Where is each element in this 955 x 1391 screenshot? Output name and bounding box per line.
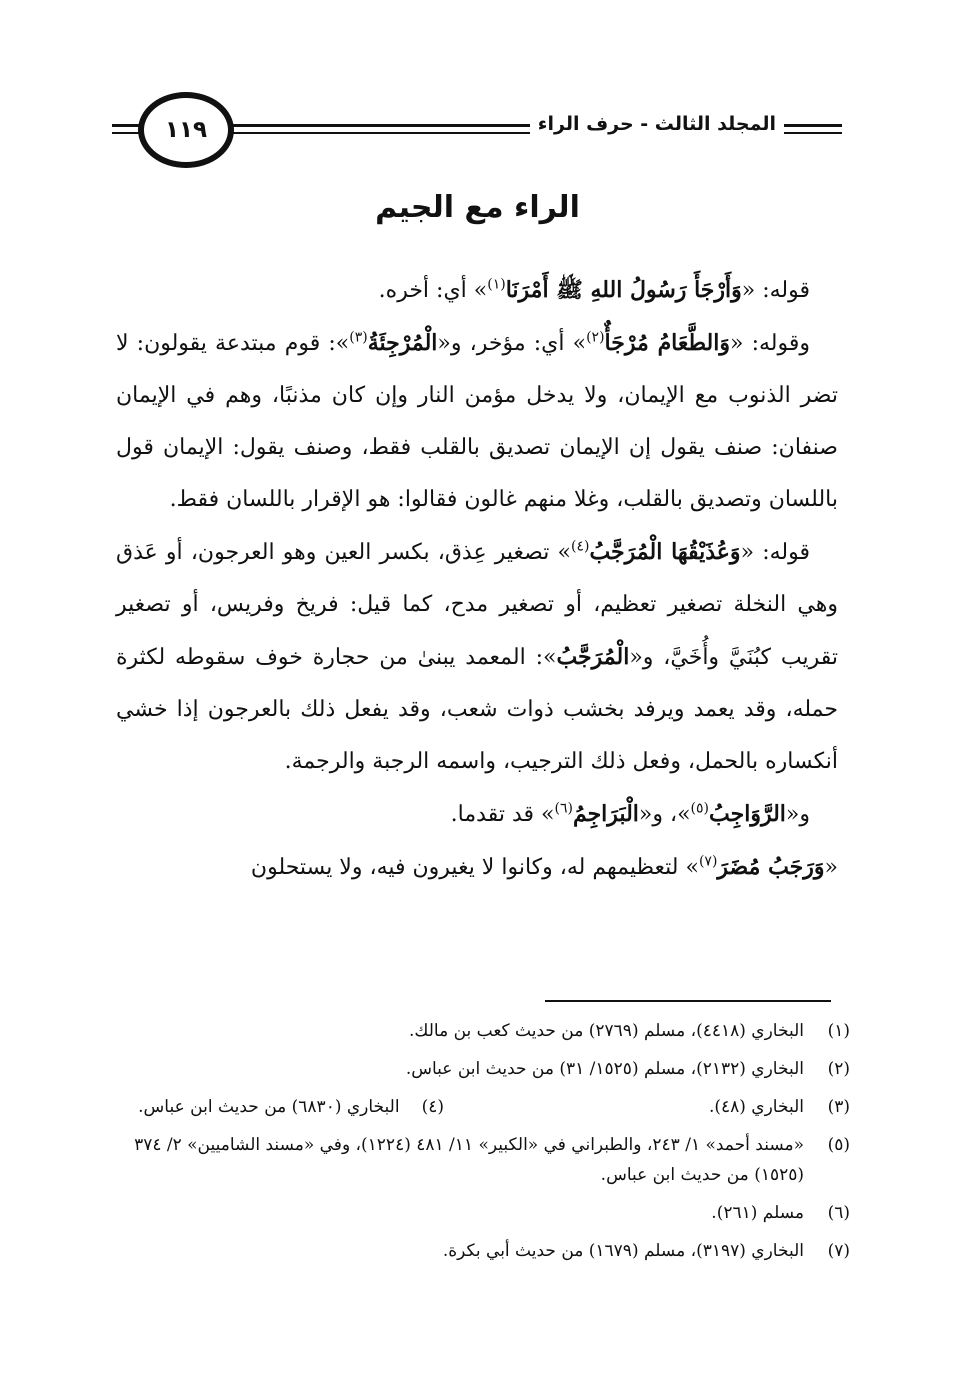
footnote-ref: (٢) xyxy=(586,329,605,346)
text: و« xyxy=(785,802,810,827)
footnote-number: (٥) xyxy=(827,1135,850,1155)
footnote-ref: (٥) xyxy=(690,800,709,817)
section-title: الراء مع الجيم xyxy=(375,190,580,225)
footnote-5 xyxy=(110,1130,850,1190)
hadith-quote: الرَّوَاجِبُ xyxy=(709,801,786,827)
text: »: المعمد يبنىٰ من حجارة خوف سقوطه لكثرة حمله، وقد يعمد ويرفد بخشب ذوات شعب، وقد يفعل ذلك بالعرجون إذا خشي أنكساره بالحمل، وفعل ذلك الترجيب، واسمه الرجبة والرجمة. xyxy=(116,645,838,774)
footnote-ref: (٤) xyxy=(570,538,590,555)
footnote-3-4 xyxy=(110,1092,850,1122)
hadith-quote: وَعُذَيْقُهَا الْمُرَجَّبُ xyxy=(589,539,741,565)
hadith-quote: الْبَرَاجِمُ xyxy=(572,801,639,827)
paragraph-3 xyxy=(116,526,838,788)
footnote-text: البخاري (٢١٣٢)، مسلم (١٥٢٥/ ٣١) من حديث ابن عباس. xyxy=(405,1059,804,1079)
footnote-7 xyxy=(110,1236,850,1266)
footnote-text: البخاري (٤٤١٨)، مسلم (٢٧٦٩) من حديث كعب بن مالك. xyxy=(408,1021,804,1041)
footnote-number: (٤) xyxy=(421,1097,444,1117)
footnote-number: (٣) xyxy=(827,1097,850,1117)
text: » أي: أخره. xyxy=(378,278,488,303)
hadith-quote: وَرَجَبُ مُضَرَ xyxy=(717,854,825,880)
text: قوله: « xyxy=(740,540,810,565)
page-header xyxy=(112,92,842,172)
footnote-number: (٧) xyxy=(827,1241,850,1261)
footnote-ref: (٣) xyxy=(349,329,368,346)
footnote-separator xyxy=(545,1000,831,1002)
paragraph-2 xyxy=(116,317,838,526)
footnote-text: البخاري (٣١٩٧)، مسلم (١٦٧٩) من حديث أبي بكرة. xyxy=(442,1241,804,1261)
paragraph-1 xyxy=(116,264,838,317)
footnote-ref: (١) xyxy=(487,276,506,293)
footnote-number: (١) xyxy=(827,1021,850,1041)
text: وقوله: « xyxy=(730,331,811,356)
paragraph-4 xyxy=(116,788,838,841)
footnote-number: (٦) xyxy=(827,1203,850,1223)
running-title: المجلد الثالث - حرف الراء xyxy=(530,113,784,135)
footnote-text: البخاري (٦٨٣٠) من حديث ابن عباس. xyxy=(138,1097,400,1117)
hadith-quote: الْمُرْجِئَةُ xyxy=(367,330,438,356)
text: » لتعظيمهم له، وكانوا لا يغيرون فيه، ولا يستحلون xyxy=(250,855,699,880)
footnote-2 xyxy=(110,1054,850,1084)
footnote-text: مسلم (٢٦١). xyxy=(711,1203,804,1223)
main-text xyxy=(116,264,838,894)
footnote-ref: (٦) xyxy=(554,800,573,817)
paragraph-5 xyxy=(116,841,838,894)
text: » تصغير عِذق، بكسر العين وهو العرجون، أو عَذق وهي النخلة تصغير تعظيم، أو تصغير مدح، كما قيل: فريخ وفريس، أو تصغير تقريب كبُنَيَّ وأُخَيَّ، و« xyxy=(116,540,838,670)
text: » أي: مؤخر، و« xyxy=(437,331,587,356)
hadith-quote: وَأَرْجَأَ رَسُولُ اللهِ ﷺ أَمْرَنَا xyxy=(505,277,742,303)
hadith-quote: وَالطَّعَامُ مُرْجَأٌ xyxy=(604,330,730,356)
text: »، و« xyxy=(638,802,691,827)
footnote-text: البخاري (٤٨). xyxy=(708,1097,804,1117)
text: قوله: « xyxy=(741,278,810,303)
page-number: ١١٩ xyxy=(138,92,234,168)
hadith-quote: الْمُرَجَّبُ xyxy=(556,644,630,670)
footnotes xyxy=(110,1016,850,1274)
footnote-ref: (٧) xyxy=(698,853,718,870)
footnote-text: «مسند أحمد» ١/ ٢٤٣، والطبراني في «الكبير» ١١/ ٤٨١ (١٢٢٤)، وفي «مسند الشاميين» ٢/ ٣٧٤ (١٥٢٥) من حديث ابن عباس. xyxy=(134,1135,804,1185)
footnote-1 xyxy=(110,1016,850,1046)
text: « xyxy=(824,855,838,880)
text: » قد تقدما. xyxy=(450,802,555,827)
footnote-number: (٢) xyxy=(827,1059,850,1079)
footnote-6 xyxy=(110,1198,850,1228)
text: »: قوم مبتدعة يقولون: لا تضر الذنوب مع الإيمان، ولا يدخل مؤمن النار وإن كان مذنبًا، وهم في الإيمان صنفان: صنف يقول إن الإيمان تصديق بالقلب فقط، وصنف يقول: الإيمان قول باللسان وتصديق بالقلب، وغلا منهم غالون فقالوا: هو الإقرار باللسان فقط. xyxy=(116,331,838,512)
